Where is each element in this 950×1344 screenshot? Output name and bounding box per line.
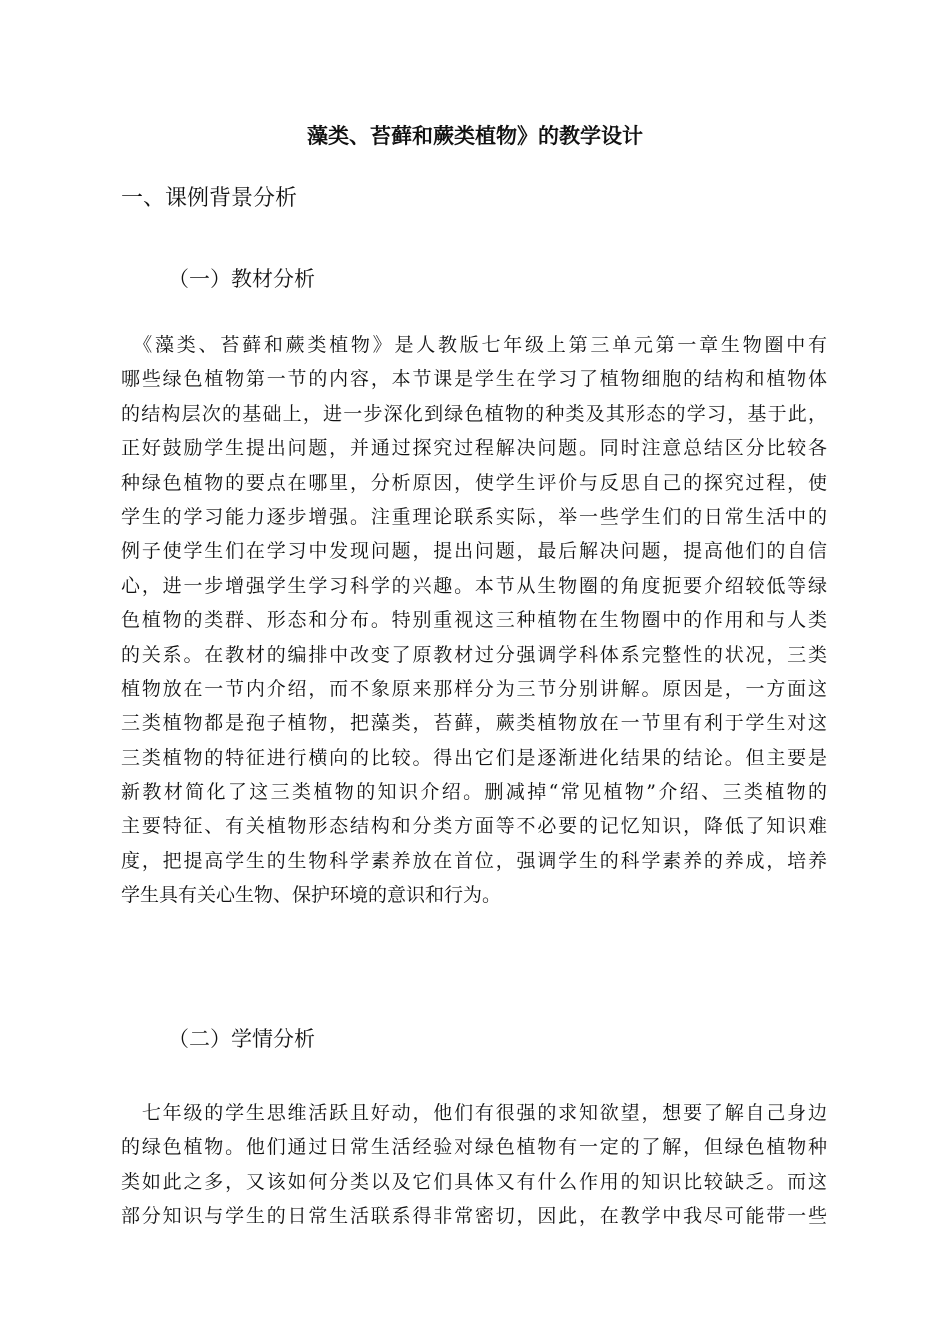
paragraph-line: 三类植物都是孢子植物，把藻类，苔藓，蕨类植物放在一节里有利于学生对这 (121, 712, 827, 735)
paragraph-line: 三类植物的特征进行横向的比较。得出它们是逐渐进化结果的结论。但主要是 (121, 746, 827, 769)
paragraph-line: 七年级的学生思维活跃且好动，他们有很强的求知欲望，想要了解自己身边 (121, 1102, 827, 1124)
subsection-heading-textbook-analysis: （一）教材分析 (168, 267, 315, 291)
learner-analysis-paragraph (121, 1096, 827, 1234)
paragraph-line: 新教材简化了这三类植物的知识介绍。删减掉“常见植物”介绍、三类植物的 (121, 781, 827, 804)
paragraph-line: 正好鼓励学生提出问题，并通过探究过程解决问题。同时注意总结区分比较各 (121, 437, 827, 460)
paragraph-line: 《藻类、苔藓和蕨类植物》是人教版七年级上第三单元第一章生物圈中有 (121, 334, 827, 356)
paragraph-line: 主要特征、有关植物形态结构和分类方面等不必要的记忆知识，降低了知识难 (121, 815, 827, 838)
paragraph-line: 的结构层次的基础上，进一步深化到绿色植物的种类及其形态的学习，基于此， (121, 402, 827, 425)
subsection-heading-learner-analysis: （二）学情分析 (168, 1027, 315, 1051)
paragraph-line: 哪些绿色植物第一节的内容，本节课是学生在学习了植物细胞的结构和植物体 (121, 368, 827, 391)
paragraph-line: 的绿色植物。他们通过日常生活经验对绿色植物有一定的了解，但绿色植物种 (121, 1136, 827, 1159)
paragraph-line: 学生具有关心生物、保护环境的意识和行为。 (121, 884, 502, 907)
paragraph-line: 心，进一步增强学生学习科学的兴趣。本节从生物圈的角度扼要介绍较低等绿 (121, 574, 827, 597)
paragraph-line: 的关系。在教材的编排中改变了原教材过分强调学科体系完整性的状况，三类 (121, 643, 827, 666)
section-heading-background-analysis: 一、课例背景分析 (121, 186, 298, 211)
textbook-analysis-paragraph (121, 328, 827, 913)
paragraph-line: 部分知识与学生的日常生活联系得非常密切，因此，在教学中我尽可能带一些 (121, 1205, 827, 1228)
paragraph-line: 例子使学生们在学习中发现问题，提出问题，最后解决问题，提高他们的自信 (121, 540, 827, 563)
paragraph-line: 植物放在一节内介绍，而不象原来那样分为三节分别讲解。原因是，一方面这 (121, 677, 827, 700)
paragraph-line: 度，把提高学生的生物科学素养放在首位，强调学生的科学素养的养成，培养 (121, 849, 827, 872)
paragraph-line: 种绿色植物的要点在哪里，分析原因，使学生评价与反思自己的探究过程，使 (121, 471, 827, 494)
paragraph-line: 学生的学习能力逐步增强。注重理论联系实际，举一些学生们的日常生活中的 (121, 505, 827, 528)
paragraph-line: 色植物的类群、形态和分布。特别重视这三种植物在生物圈中的作用和与人类 (121, 609, 827, 632)
paragraph-line: 类如此之多，又该如何分类以及它们具体又有什么作用的知识比较缺乏。而这 (121, 1170, 827, 1193)
document-title: 藻类、苔藓和蕨类植物》的教学设计 (307, 123, 643, 148)
